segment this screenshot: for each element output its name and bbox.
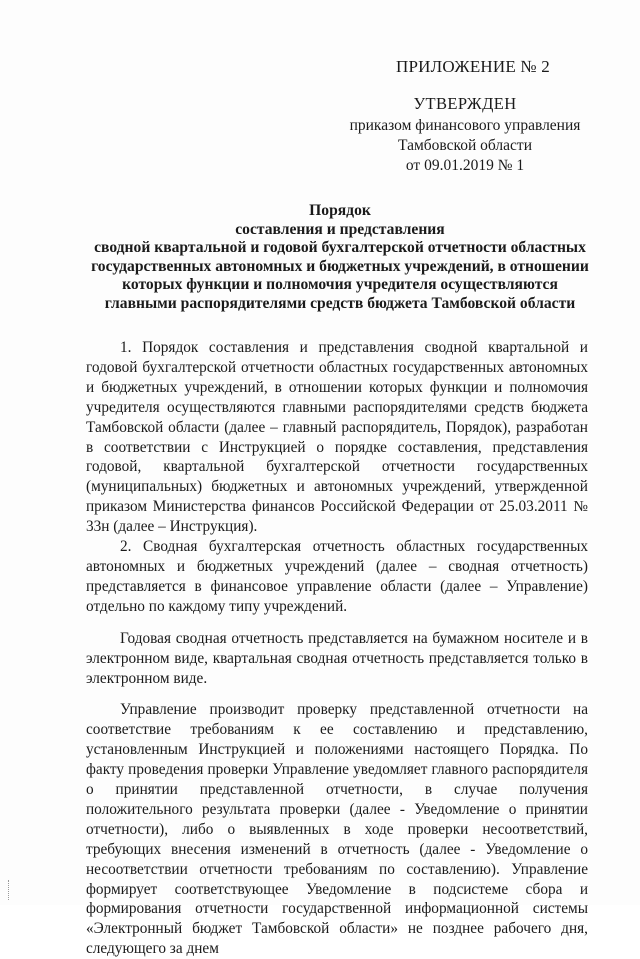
approval-stamp-block <box>330 94 600 176</box>
title-line-1: Порядок <box>309 202 371 219</box>
document-title <box>60 202 620 314</box>
paragraph-2: 2. Сводная бухгалтерская отчетность областных государственных автономных и бюджетных учреждений (далее – сводная отчетность) представляется в финансовое управление области (далее – Управление) отдельно по каждому типу учреждений. <box>86 538 588 615</box>
order-line-3: от 09.01.2019 № 1 <box>405 157 525 174</box>
document-body <box>86 338 588 959</box>
paragraph-1: 1. Порядок составления и представления сводной квартальной и годовой бухгалтерской отчетности областных государственных автономных и бюджетных учреждений, в отношении которых функции и полномочия учредителя осуществляются главными распорядителями средств бюджета Тамбовской области (далее – главный распорядитель, Порядок), разработан в соответствии с Инструкцией о порядке составления, представления годовой, квартальной бухгалтерской отчетности государственных (муниципальных) бюджетных и автономных учреждений, утвержденной приказом Министерства финансов Российской Федерации от 25.03.2011 № 33н (далее – Инструкция). <box>86 339 588 536</box>
order-line-1: приказом финансового управления <box>349 117 581 134</box>
title-line-3: сводной квартальной и годовой бухгалтерской отчетности областных <box>94 239 586 257</box>
scan-edge-mark <box>8 880 11 900</box>
title-line-5: которых функции и полномочия учредителя осуществляются <box>122 276 558 294</box>
paragraph-4: Управление производит проверку представленной отчетности на соответствие требованиям к ее составлению и представлению, установленным Инструкцией и положениями настоящего Порядка. По факту проведения проверки Управление уведомляет главного распорядителя о принятии представленной отчетности, в случае получения положительного результата проверки (далее - Уведомление о принятии отчетности), либо о выявленных в ходе проверки несоответствий, требующих внесения изменений в отчетность (далее - Уведомление о несоответствии отчетности требованиям по составлению). Управление формирует соответствующее Уведомление в подсистеме сбора и формирования отчетности государственной информационной системы «Электронный бюджет Тамбовской области» не позднее рабочего дня, следующего за днем <box>86 701 588 958</box>
order-line-2: Тамбовской области <box>398 137 532 154</box>
title-line-2: составления и представления <box>235 220 445 238</box>
appendix-number: ПРИЛОЖЕНИЕ № 2 <box>396 57 550 76</box>
title-line-6: главными распорядителями средств бюджета Тамбовской области <box>104 294 576 312</box>
approved-label: УТВЕРЖДЕН <box>413 94 517 113</box>
paragraph-3: Годовая сводная отчетность представляется на бумажном носителе и в электронном виде, квартальная сводная отчетность представляется только в электронном виде. <box>86 629 588 687</box>
title-line-4: государственных автономных и бюджетных учреждений, в отношении <box>91 257 589 275</box>
